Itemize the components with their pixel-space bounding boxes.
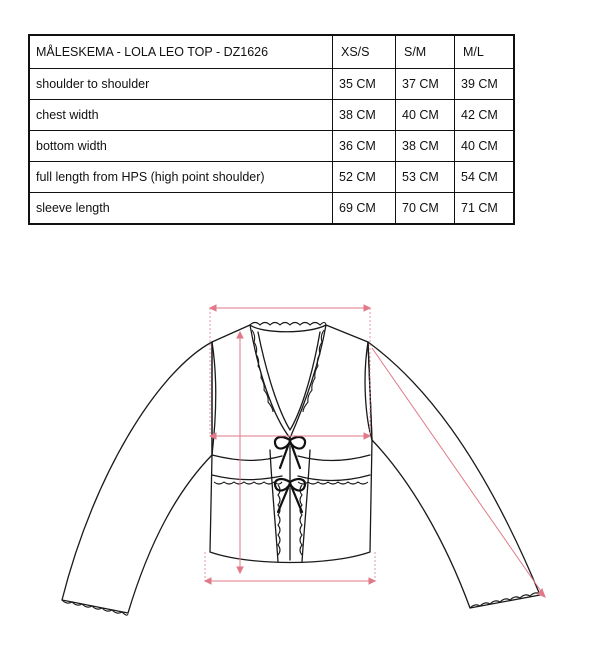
row-label-chest: chest width bbox=[29, 100, 333, 131]
cell-value: 35 CM bbox=[333, 69, 396, 100]
row-label-length: full length from HPS (high point shoulder) bbox=[29, 162, 333, 193]
right-cuff-lace bbox=[470, 593, 540, 608]
row-label-bottom: bottom width bbox=[29, 131, 333, 162]
size-header-m-l: M/L bbox=[455, 35, 515, 69]
garment-flat-sketch bbox=[0, 290, 607, 645]
table-row bbox=[29, 100, 514, 131]
size-chart-title: MÅLESKEMA - LOLA LEO TOP - DZ1626 bbox=[29, 35, 333, 69]
front-edge-right bbox=[302, 450, 310, 562]
arrow-head bbox=[205, 578, 211, 584]
arrow-head bbox=[369, 578, 375, 584]
size-chart-header-row bbox=[29, 35, 514, 69]
front-lace-right bbox=[300, 485, 302, 555]
cell-value: 71 CM bbox=[455, 193, 515, 225]
cell-value: 40 CM bbox=[396, 100, 455, 131]
lace-trims bbox=[62, 323, 540, 616]
table-row bbox=[29, 162, 514, 193]
front-edge-left bbox=[270, 450, 278, 562]
front-lace-left bbox=[278, 485, 280, 555]
arrow-head bbox=[237, 332, 243, 338]
size-header-s-m: S/M bbox=[396, 35, 455, 69]
arrow-head bbox=[364, 305, 370, 311]
arrow-head bbox=[364, 433, 370, 439]
cell-value: 53 CM bbox=[396, 162, 455, 193]
cell-value: 36 CM bbox=[333, 131, 396, 162]
table-row bbox=[29, 131, 514, 162]
left-sleeve bbox=[62, 342, 212, 613]
left-cuff-lace bbox=[62, 600, 128, 615]
cell-value: 38 CM bbox=[333, 100, 396, 131]
garment-outline bbox=[62, 325, 540, 613]
table-row bbox=[29, 193, 514, 225]
cell-value: 42 CM bbox=[455, 100, 515, 131]
size-chart-table bbox=[28, 34, 515, 225]
arrow-head bbox=[237, 567, 243, 573]
right-sleeve bbox=[368, 342, 540, 608]
cell-value: 54 CM bbox=[455, 162, 515, 193]
size-header-xs-s: XS/S bbox=[333, 35, 396, 69]
neck-lace-right bbox=[303, 330, 324, 412]
table-row bbox=[29, 69, 514, 100]
underbust-band-top bbox=[212, 455, 282, 460]
cell-value: 52 CM bbox=[333, 162, 396, 193]
sleeve-measure-line bbox=[372, 348, 545, 597]
cell-value: 69 CM bbox=[333, 193, 396, 225]
underbust-band-top-r bbox=[298, 455, 370, 460]
cell-value: 40 CM bbox=[455, 131, 515, 162]
row-label-sleeve: sleeve length bbox=[29, 193, 333, 225]
collar-lace bbox=[250, 323, 326, 326]
cell-value: 38 CM bbox=[396, 131, 455, 162]
neckline bbox=[250, 325, 326, 438]
neckline-inner bbox=[258, 332, 320, 430]
cell-value: 70 CM bbox=[396, 193, 455, 225]
cell-value: 37 CM bbox=[396, 69, 455, 100]
cell-value: 39 CM bbox=[455, 69, 515, 100]
arrow-head bbox=[210, 433, 216, 439]
arrow-head bbox=[210, 305, 216, 311]
row-label-shoulder: shoulder to shoulder bbox=[29, 69, 333, 100]
